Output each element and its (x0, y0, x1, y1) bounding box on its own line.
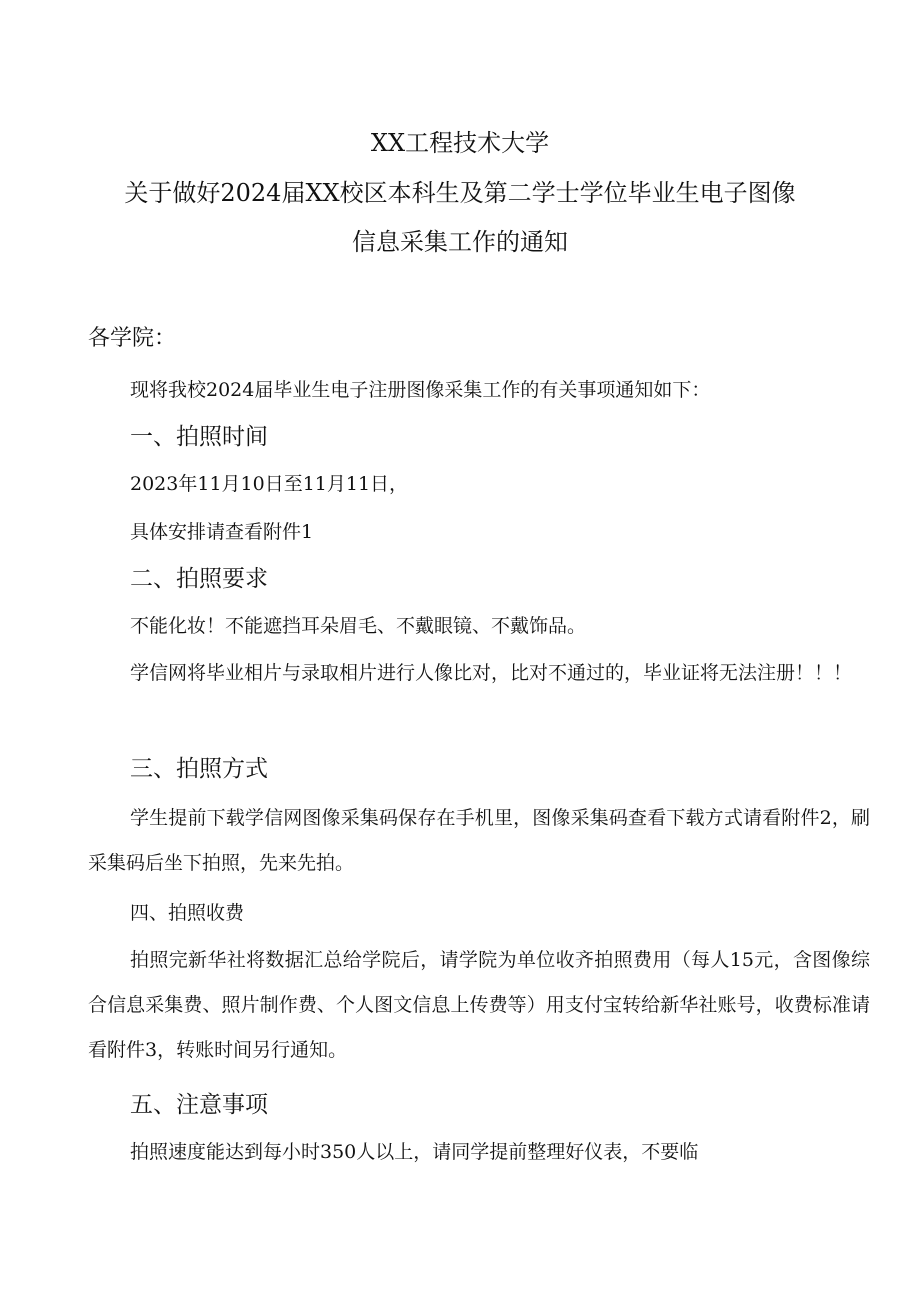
comparison-warning-paragraph: 学信网将毕业相片与录取相片进行人像比对，比对不通过的，毕业证将无法注册！！！ (130, 662, 853, 684)
section-heading-requirements: 二、拍照要求 (130, 566, 268, 592)
salutation: 各学院： (88, 326, 177, 351)
intro-paragraph: 现将我校2024届毕业生电子注册图像采集工作的有关事项通知如下： (130, 379, 711, 401)
section-heading-time: 一、拍照时间 (130, 424, 268, 450)
document-title-university: XX工程技术大学 (370, 129, 550, 157)
fees-paragraph: 拍照完新华社将数据汇总给学院后，请学院为单位收齐拍照费用（每人15元，含图像综合信息采集费、照片制作费、个人图文信息上传费等）用支付宝转给新华社账号，收费标准请看附件3，转账时间另行通知。 (88, 949, 870, 1061)
photo-date-range: 2023年11月10日至11月11日， (130, 473, 409, 495)
section-heading-notes: 五、注意事项 (130, 1092, 268, 1118)
schedule-note: 具体安排请查看附件1 (130, 521, 314, 543)
requirements-list: 不能化妆！不能遮挡耳朵眉毛、不戴眼镜、不戴饰品。 (130, 615, 587, 637)
section-heading-fees: 四、拍照收费 (130, 902, 245, 924)
document-title-main: 关于做好2024届XX校区本科生及第二学士学位毕业生电子图像 (124, 179, 796, 207)
notes-paragraph: 拍照速度能达到每小时350人以上，请同学提前整理好仪表，不要临 (130, 1141, 699, 1163)
section-heading-method: 三、拍照方式 (130, 756, 268, 782)
document-title-continued: 信息采集工作的通知 (352, 228, 568, 256)
method-paragraph: 学生提前下载学信网图像采集码保存在手机里，图像采集码查看下载方式请看附件2，刷采集码后坐下拍照，先来先拍。 (88, 807, 870, 874)
